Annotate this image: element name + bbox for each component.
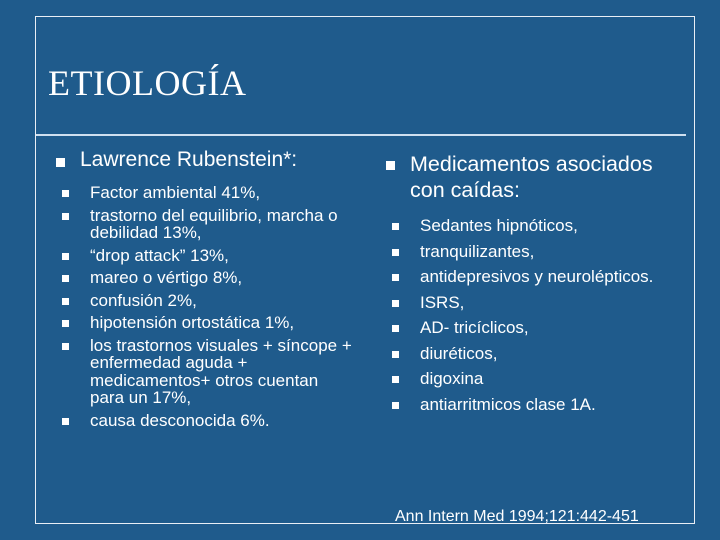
square-bullet-icon [62,190,69,197]
list-item [54,314,354,332]
square-bullet-icon [62,275,69,282]
list-item-text: digoxina [420,369,484,388]
list-item-text: causa desconocida 6%. [90,410,270,430]
square-bullet-icon [392,376,399,383]
list-item-text: tranquilizantes, [420,241,535,261]
list-item-text: hipotensión ortostática 1%, [90,313,295,332]
square-bullet-icon [392,274,399,281]
list-item [384,243,684,261]
title-divider [36,134,686,136]
square-bullet-icon [56,158,65,167]
list-item-text: trastorno del equilibrio, marcha o debilidad 13%, [90,205,338,242]
square-bullet-icon [62,253,69,260]
list-item-text: ISRS, [420,292,465,312]
list-item [54,269,354,287]
list-item-text: AD- tricíclicos, [420,318,529,337]
left-heading-item [54,148,354,172]
list-item [54,412,354,430]
list-item-text: diuréticos, [420,343,498,363]
list-item-text: confusión 2%, [90,290,197,310]
list-item-text: “drop attack” 13%, [90,245,229,265]
list-item [384,396,684,414]
list-item [54,247,354,265]
square-bullet-icon [392,249,399,256]
citation: Ann Intern Med 1994;121:442-451 [395,508,639,525]
left-sublist [54,184,354,429]
list-item-text: antidepresivos y neurolépticos. [420,267,654,286]
square-bullet-icon [62,213,69,220]
right-heading: Medicamentos asociados con caídas: [410,152,653,202]
list-item [384,217,684,235]
list-item [54,337,354,407]
square-bullet-icon [62,343,69,350]
list-item [54,292,354,310]
list-item [384,294,684,312]
list-item [384,370,684,388]
list-item-text: Sedantes hipnóticos, [420,216,578,235]
square-bullet-icon [392,402,399,409]
left-heading: Lawrence Rubenstein*: [80,148,298,171]
square-bullet-icon [62,418,69,425]
square-bullet-icon [392,351,399,358]
right-heading-item [384,151,684,203]
square-bullet-icon [392,223,399,230]
list-item-text: Factor ambiental 41%, [90,183,261,202]
list-item [384,268,684,286]
slide-title: ETIOLOGÍA [48,63,247,103]
list-item-text: mareo o vértigo 8%, [90,268,243,287]
list-item [384,345,684,363]
list-item-text: antiarritmicos clase 1A. [420,394,596,414]
right-column [384,151,684,421]
left-column [54,148,354,434]
square-bullet-icon [392,325,399,332]
list-item [54,207,354,242]
square-bullet-icon [392,300,399,307]
square-bullet-icon [62,298,69,305]
list-item [54,184,354,202]
list-item-text: los trastornos visuales + síncope + enfermedad aguda + medicamentos+ otros cuentan para un 17%, [90,335,352,407]
square-bullet-icon [386,161,395,170]
list-item [384,319,684,337]
square-bullet-icon [62,320,69,327]
right-sublist [384,217,684,413]
